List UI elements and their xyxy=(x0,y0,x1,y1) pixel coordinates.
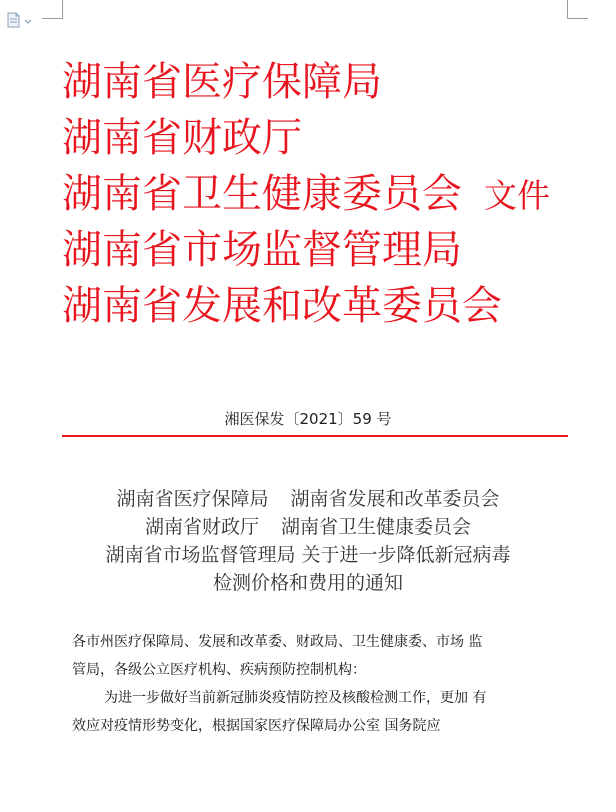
crop-mark-top-left xyxy=(42,18,63,19)
issuer-line: 湖南省发展和改革委员会 xyxy=(62,283,502,329)
document-title xyxy=(30,485,586,597)
issuer-line: 湖南省卫生健康委员会 文件 xyxy=(62,171,550,217)
red-separator-rule xyxy=(62,435,568,437)
title-line: 湖南省医疗保障局 湖南省发展和改革委员会 xyxy=(116,488,500,510)
title-line: 湖南省财政厅 湖南省卫生健康委员会 xyxy=(144,516,472,538)
issuer-line: 湖南省医疗保障局 xyxy=(62,59,382,105)
body-paragraph-line: 效应对疫情形势变化，根据国家医疗保障局办公室 国务院应 xyxy=(72,718,441,734)
crop-mark-top-right xyxy=(567,18,588,19)
addressee-line: 管局，各级公立医疗机构、疾病预防控制机构： xyxy=(72,662,366,678)
document-menu-icon[interactable] xyxy=(6,12,34,28)
issuer-line: 湖南省财政厅 xyxy=(62,115,302,161)
document-number: 湘医保发〔2021〕59 号 xyxy=(224,410,392,428)
addressee-line: 各市州医疗保障局、发展和改革委、财政局、卫生健康委、市场 监 xyxy=(72,634,483,650)
crop-mark-top-left xyxy=(62,0,63,18)
issuer-line: 湖南省市场监督管理局 xyxy=(62,227,462,273)
issuer-header xyxy=(62,54,582,334)
title-line: 检测价格和费用的通知 xyxy=(212,572,403,594)
document-body xyxy=(72,628,550,740)
issuer-suffix: 文件 xyxy=(484,176,550,215)
body-paragraph-line: 为进一步做好当前新冠肺炎疫情防控及核酸检测工作，更加 有 xyxy=(104,690,487,706)
title-line: 湖南省市场监督管理局 关于进一步降低新冠病毒 xyxy=(105,544,511,566)
crop-mark-top-right xyxy=(567,0,568,18)
